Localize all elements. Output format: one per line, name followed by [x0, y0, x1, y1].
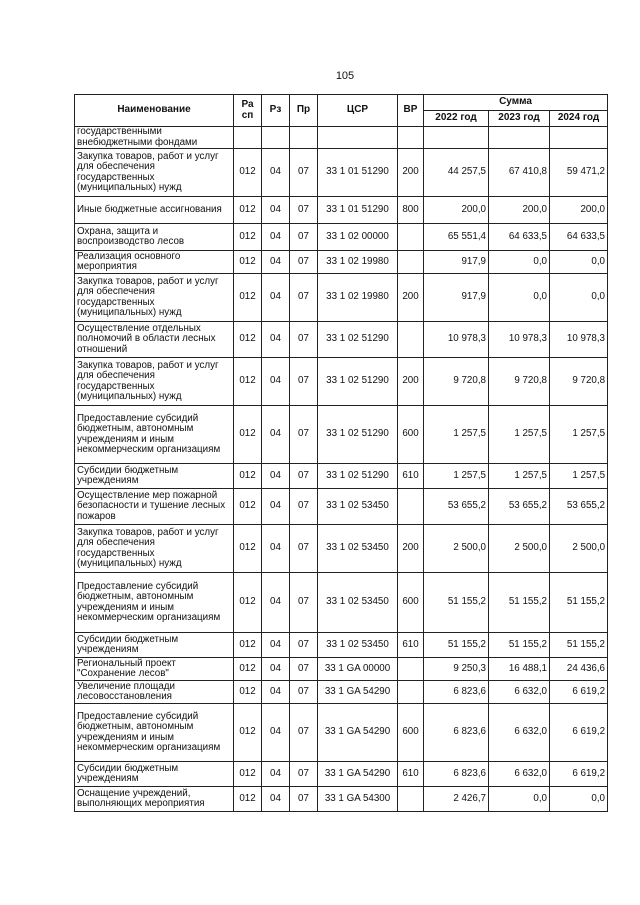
cell-csr: 33 1 02 51290 — [318, 464, 398, 489]
cell-2023: 0,0 — [489, 251, 550, 274]
cell-csr: 33 1 02 53450 — [318, 489, 398, 525]
table-row — [75, 762, 608, 787]
cell-pr: 07 — [290, 251, 318, 274]
cell-name: Закупка товаров, работ и услуг для обеспечения государственных (муниципальных) нужд — [75, 525, 234, 573]
cell-vr — [398, 224, 424, 251]
cell-name: Осуществление мер пожарной безопасности и тушение лесных пожаров — [75, 489, 234, 525]
cell-2022: 65 551,4 — [424, 224, 489, 251]
cell-rasp: 012 — [234, 464, 262, 489]
cell-name: государственными внебюджетными фондами — [75, 127, 234, 149]
cell-2024 — [550, 127, 608, 149]
cell-vr: 610 — [398, 464, 424, 489]
cell-2024: 51 155,2 — [550, 633, 608, 658]
cell-rasp: 012 — [234, 681, 262, 704]
cell-rasp: 012 — [234, 358, 262, 406]
cell-pr: 07 — [290, 633, 318, 658]
cell-rz: 04 — [262, 573, 290, 633]
cell-csr: 33 1 GA 54300 — [318, 787, 398, 812]
cell-2022: 1 257,5 — [424, 406, 489, 464]
cell-rasp: 012 — [234, 704, 262, 762]
cell-vr: 600 — [398, 704, 424, 762]
cell-pr: 07 — [290, 489, 318, 525]
cell-pr: 07 — [290, 525, 318, 573]
table-row — [75, 658, 608, 681]
cell-2022: 51 155,2 — [424, 573, 489, 633]
cell-pr: 07 — [290, 224, 318, 251]
table-row — [75, 127, 608, 149]
header-year-2024: 2024 год — [550, 111, 608, 127]
cell-rasp: 012 — [234, 406, 262, 464]
cell-vr — [398, 489, 424, 525]
cell-pr: 07 — [290, 149, 318, 197]
cell-vr: 800 — [398, 197, 424, 224]
table-row — [75, 681, 608, 704]
cell-pr: 07 — [290, 464, 318, 489]
cell-pr: 07 — [290, 573, 318, 633]
cell-2023: 51 155,2 — [489, 633, 550, 658]
cell-2023 — [489, 127, 550, 149]
cell-name: Оснащение учреждений, выполняющих мероприятия — [75, 787, 234, 812]
cell-name: Иные бюджетные ассигнования — [75, 197, 234, 224]
cell-2024: 6 619,2 — [550, 704, 608, 762]
cell-2023: 16 488,1 — [489, 658, 550, 681]
cell-2024: 2 500,0 — [550, 525, 608, 573]
cell-rz: 04 — [262, 633, 290, 658]
cell-2024: 1 257,5 — [550, 406, 608, 464]
cell-2024: 64 633,5 — [550, 224, 608, 251]
cell-rz: 04 — [262, 224, 290, 251]
cell-rasp: 012 — [234, 525, 262, 573]
cell-2022: 10 978,3 — [424, 322, 489, 358]
cell-csr: 33 1 02 19980 — [318, 251, 398, 274]
cell-pr: 07 — [290, 197, 318, 224]
cell-2022: 6 823,6 — [424, 704, 489, 762]
cell-2022: 2 426,7 — [424, 787, 489, 812]
cell-name: Предоставление субсидий бюджетным, автономным учреждениям и иным некоммерческим организациям — [75, 704, 234, 762]
cell-2024: 59 471,2 — [550, 149, 608, 197]
table-row — [75, 358, 608, 406]
cell-pr: 07 — [290, 681, 318, 704]
cell-rz: 04 — [262, 762, 290, 787]
cell-csr: 33 1 02 19980 — [318, 274, 398, 322]
cell-2024: 10 978,3 — [550, 322, 608, 358]
table-row — [75, 704, 608, 762]
cell-csr: 33 1 GA 54290 — [318, 681, 398, 704]
cell-name: Увеличение площади лесовосстановления — [75, 681, 234, 704]
cell-2022: 1 257,5 — [424, 464, 489, 489]
cell-vr: 600 — [398, 406, 424, 464]
table-row — [75, 489, 608, 525]
cell-name: Осуществление отдельных полномочий в области лесных отношений — [75, 322, 234, 358]
cell-2022 — [424, 127, 489, 149]
cell-2024: 0,0 — [550, 274, 608, 322]
cell-rasp: 012 — [234, 251, 262, 274]
cell-rasp: 012 — [234, 787, 262, 812]
cell-2022: 53 655,2 — [424, 489, 489, 525]
table-row — [75, 464, 608, 489]
cell-2024: 200,0 — [550, 197, 608, 224]
cell-rasp: 012 — [234, 274, 262, 322]
header-sum: Сумма — [424, 95, 608, 111]
table-row — [75, 224, 608, 251]
cell-vr: 200 — [398, 149, 424, 197]
table-row — [75, 787, 608, 812]
cell-csr: 33 1 02 00000 — [318, 224, 398, 251]
table-row — [75, 197, 608, 224]
cell-name: Охрана, защита и воспроизводство лесов — [75, 224, 234, 251]
cell-csr — [318, 127, 398, 149]
cell-rz: 04 — [262, 197, 290, 224]
cell-pr — [290, 127, 318, 149]
cell-rz: 04 — [262, 149, 290, 197]
cell-2023: 67 410,8 — [489, 149, 550, 197]
cell-2024: 24 436,6 — [550, 658, 608, 681]
cell-vr: 610 — [398, 633, 424, 658]
table-row — [75, 633, 608, 658]
cell-rasp: 012 — [234, 573, 262, 633]
cell-rasp — [234, 127, 262, 149]
cell-name: Субсидии бюджетным учреждениям — [75, 633, 234, 658]
cell-rasp: 012 — [234, 489, 262, 525]
cell-rz: 04 — [262, 489, 290, 525]
cell-vr: 200 — [398, 525, 424, 573]
header-rasp: Ра сп — [234, 95, 262, 127]
cell-2024: 6 619,2 — [550, 762, 608, 787]
cell-rasp: 012 — [234, 633, 262, 658]
cell-vr: 610 — [398, 762, 424, 787]
cell-name: Субсидии бюджетным учреждениям — [75, 762, 234, 787]
cell-2023: 9 720,8 — [489, 358, 550, 406]
cell-rasp: 012 — [234, 149, 262, 197]
header-csr: ЦСР — [318, 95, 398, 127]
cell-2023: 6 632,0 — [489, 681, 550, 704]
cell-rz: 04 — [262, 787, 290, 812]
budget-table — [74, 94, 608, 812]
cell-2024: 51 155,2 — [550, 573, 608, 633]
cell-name: Региональный проект "Сохранение лесов" — [75, 658, 234, 681]
cell-csr: 33 1 02 51290 — [318, 358, 398, 406]
cell-2022: 6 823,6 — [424, 681, 489, 704]
cell-vr: 600 — [398, 573, 424, 633]
cell-2024: 0,0 — [550, 787, 608, 812]
cell-2023: 1 257,5 — [489, 406, 550, 464]
table-row — [75, 406, 608, 464]
cell-vr — [398, 322, 424, 358]
cell-name: Субсидии бюджетным учреждениям — [75, 464, 234, 489]
cell-csr: 33 1 GA 54290 — [318, 704, 398, 762]
cell-2024: 53 655,2 — [550, 489, 608, 525]
cell-rz — [262, 127, 290, 149]
cell-2023: 51 155,2 — [489, 573, 550, 633]
cell-csr: 33 1 01 51290 — [318, 149, 398, 197]
cell-vr — [398, 658, 424, 681]
header-pr: Пр — [290, 95, 318, 127]
cell-csr: 33 1 02 53450 — [318, 525, 398, 573]
cell-rz: 04 — [262, 251, 290, 274]
cell-rz: 04 — [262, 274, 290, 322]
cell-csr: 33 1 02 51290 — [318, 322, 398, 358]
header-year-2023: 2023 год — [489, 111, 550, 127]
cell-2024: 1 257,5 — [550, 464, 608, 489]
page-number: 105 — [335, 70, 355, 82]
cell-csr: 33 1 GA 00000 — [318, 658, 398, 681]
cell-2022: 9 250,3 — [424, 658, 489, 681]
cell-csr: 33 1 GA 54290 — [318, 762, 398, 787]
cell-2023: 10 978,3 — [489, 322, 550, 358]
header-year-2022: 2022 год — [424, 111, 489, 127]
cell-rz: 04 — [262, 704, 290, 762]
cell-csr: 33 1 01 51290 — [318, 197, 398, 224]
cell-pr: 07 — [290, 406, 318, 464]
cell-2023: 64 633,5 — [489, 224, 550, 251]
cell-rz: 04 — [262, 681, 290, 704]
cell-rz: 04 — [262, 464, 290, 489]
cell-pr: 07 — [290, 274, 318, 322]
cell-vr: 200 — [398, 358, 424, 406]
cell-2024: 0,0 — [550, 251, 608, 274]
header-vr: ВР — [398, 95, 424, 127]
table-body — [75, 127, 608, 812]
cell-2022: 44 257,5 — [424, 149, 489, 197]
cell-rasp: 012 — [234, 197, 262, 224]
cell-rasp: 012 — [234, 224, 262, 251]
cell-2022: 917,9 — [424, 274, 489, 322]
cell-rz: 04 — [262, 658, 290, 681]
table-row — [75, 525, 608, 573]
cell-pr: 07 — [290, 358, 318, 406]
cell-2023: 6 632,0 — [489, 762, 550, 787]
cell-2023: 1 257,5 — [489, 464, 550, 489]
cell-2022: 200,0 — [424, 197, 489, 224]
cell-2023: 200,0 — [489, 197, 550, 224]
cell-rz: 04 — [262, 322, 290, 358]
cell-pr: 07 — [290, 322, 318, 358]
header-rz: Рз — [262, 95, 290, 127]
cell-name: Закупка товаров, работ и услуг для обеспечения государственных (муниципальных) нужд — [75, 149, 234, 197]
cell-vr — [398, 127, 424, 149]
cell-2023: 53 655,2 — [489, 489, 550, 525]
table-row — [75, 149, 608, 197]
cell-2023: 6 632,0 — [489, 704, 550, 762]
table-row — [75, 322, 608, 358]
cell-name: Предоставление субсидий бюджетным, автономным учреждениям и иным некоммерческим организациям — [75, 573, 234, 633]
cell-name: Реализация основного мероприятия — [75, 251, 234, 274]
cell-vr: 200 — [398, 274, 424, 322]
cell-rz: 04 — [262, 525, 290, 573]
cell-rasp: 012 — [234, 658, 262, 681]
table-row — [75, 573, 608, 633]
cell-csr: 33 1 02 51290 — [318, 406, 398, 464]
cell-pr: 07 — [290, 658, 318, 681]
cell-csr: 33 1 02 53450 — [318, 573, 398, 633]
cell-2023: 0,0 — [489, 274, 550, 322]
cell-2023: 0,0 — [489, 787, 550, 812]
cell-vr — [398, 787, 424, 812]
cell-vr — [398, 251, 424, 274]
cell-rz: 04 — [262, 406, 290, 464]
cell-pr: 07 — [290, 787, 318, 812]
cell-2022: 2 500,0 — [424, 525, 489, 573]
cell-2022: 9 720,8 — [424, 358, 489, 406]
cell-rz: 04 — [262, 358, 290, 406]
cell-vr — [398, 681, 424, 704]
table-header — [75, 95, 608, 127]
cell-2023: 2 500,0 — [489, 525, 550, 573]
cell-2022: 917,9 — [424, 251, 489, 274]
table-row — [75, 274, 608, 322]
cell-rasp: 012 — [234, 322, 262, 358]
cell-2024: 6 619,2 — [550, 681, 608, 704]
cell-name: Предоставление субсидий бюджетным, автономным учреждениям и иным некоммерческим организациям — [75, 406, 234, 464]
cell-pr: 07 — [290, 704, 318, 762]
cell-2022: 6 823,6 — [424, 762, 489, 787]
table-row — [75, 251, 608, 274]
cell-name: Закупка товаров, работ и услуг для обеспечения государственных (муниципальных) нужд — [75, 358, 234, 406]
cell-2024: 9 720,8 — [550, 358, 608, 406]
header-name: Наименование — [75, 95, 234, 127]
cell-2022: 51 155,2 — [424, 633, 489, 658]
cell-pr: 07 — [290, 762, 318, 787]
cell-csr: 33 1 02 53450 — [318, 633, 398, 658]
cell-rasp: 012 — [234, 762, 262, 787]
cell-name: Закупка товаров, работ и услуг для обеспечения государственных (муниципальных) нужд — [75, 274, 234, 322]
